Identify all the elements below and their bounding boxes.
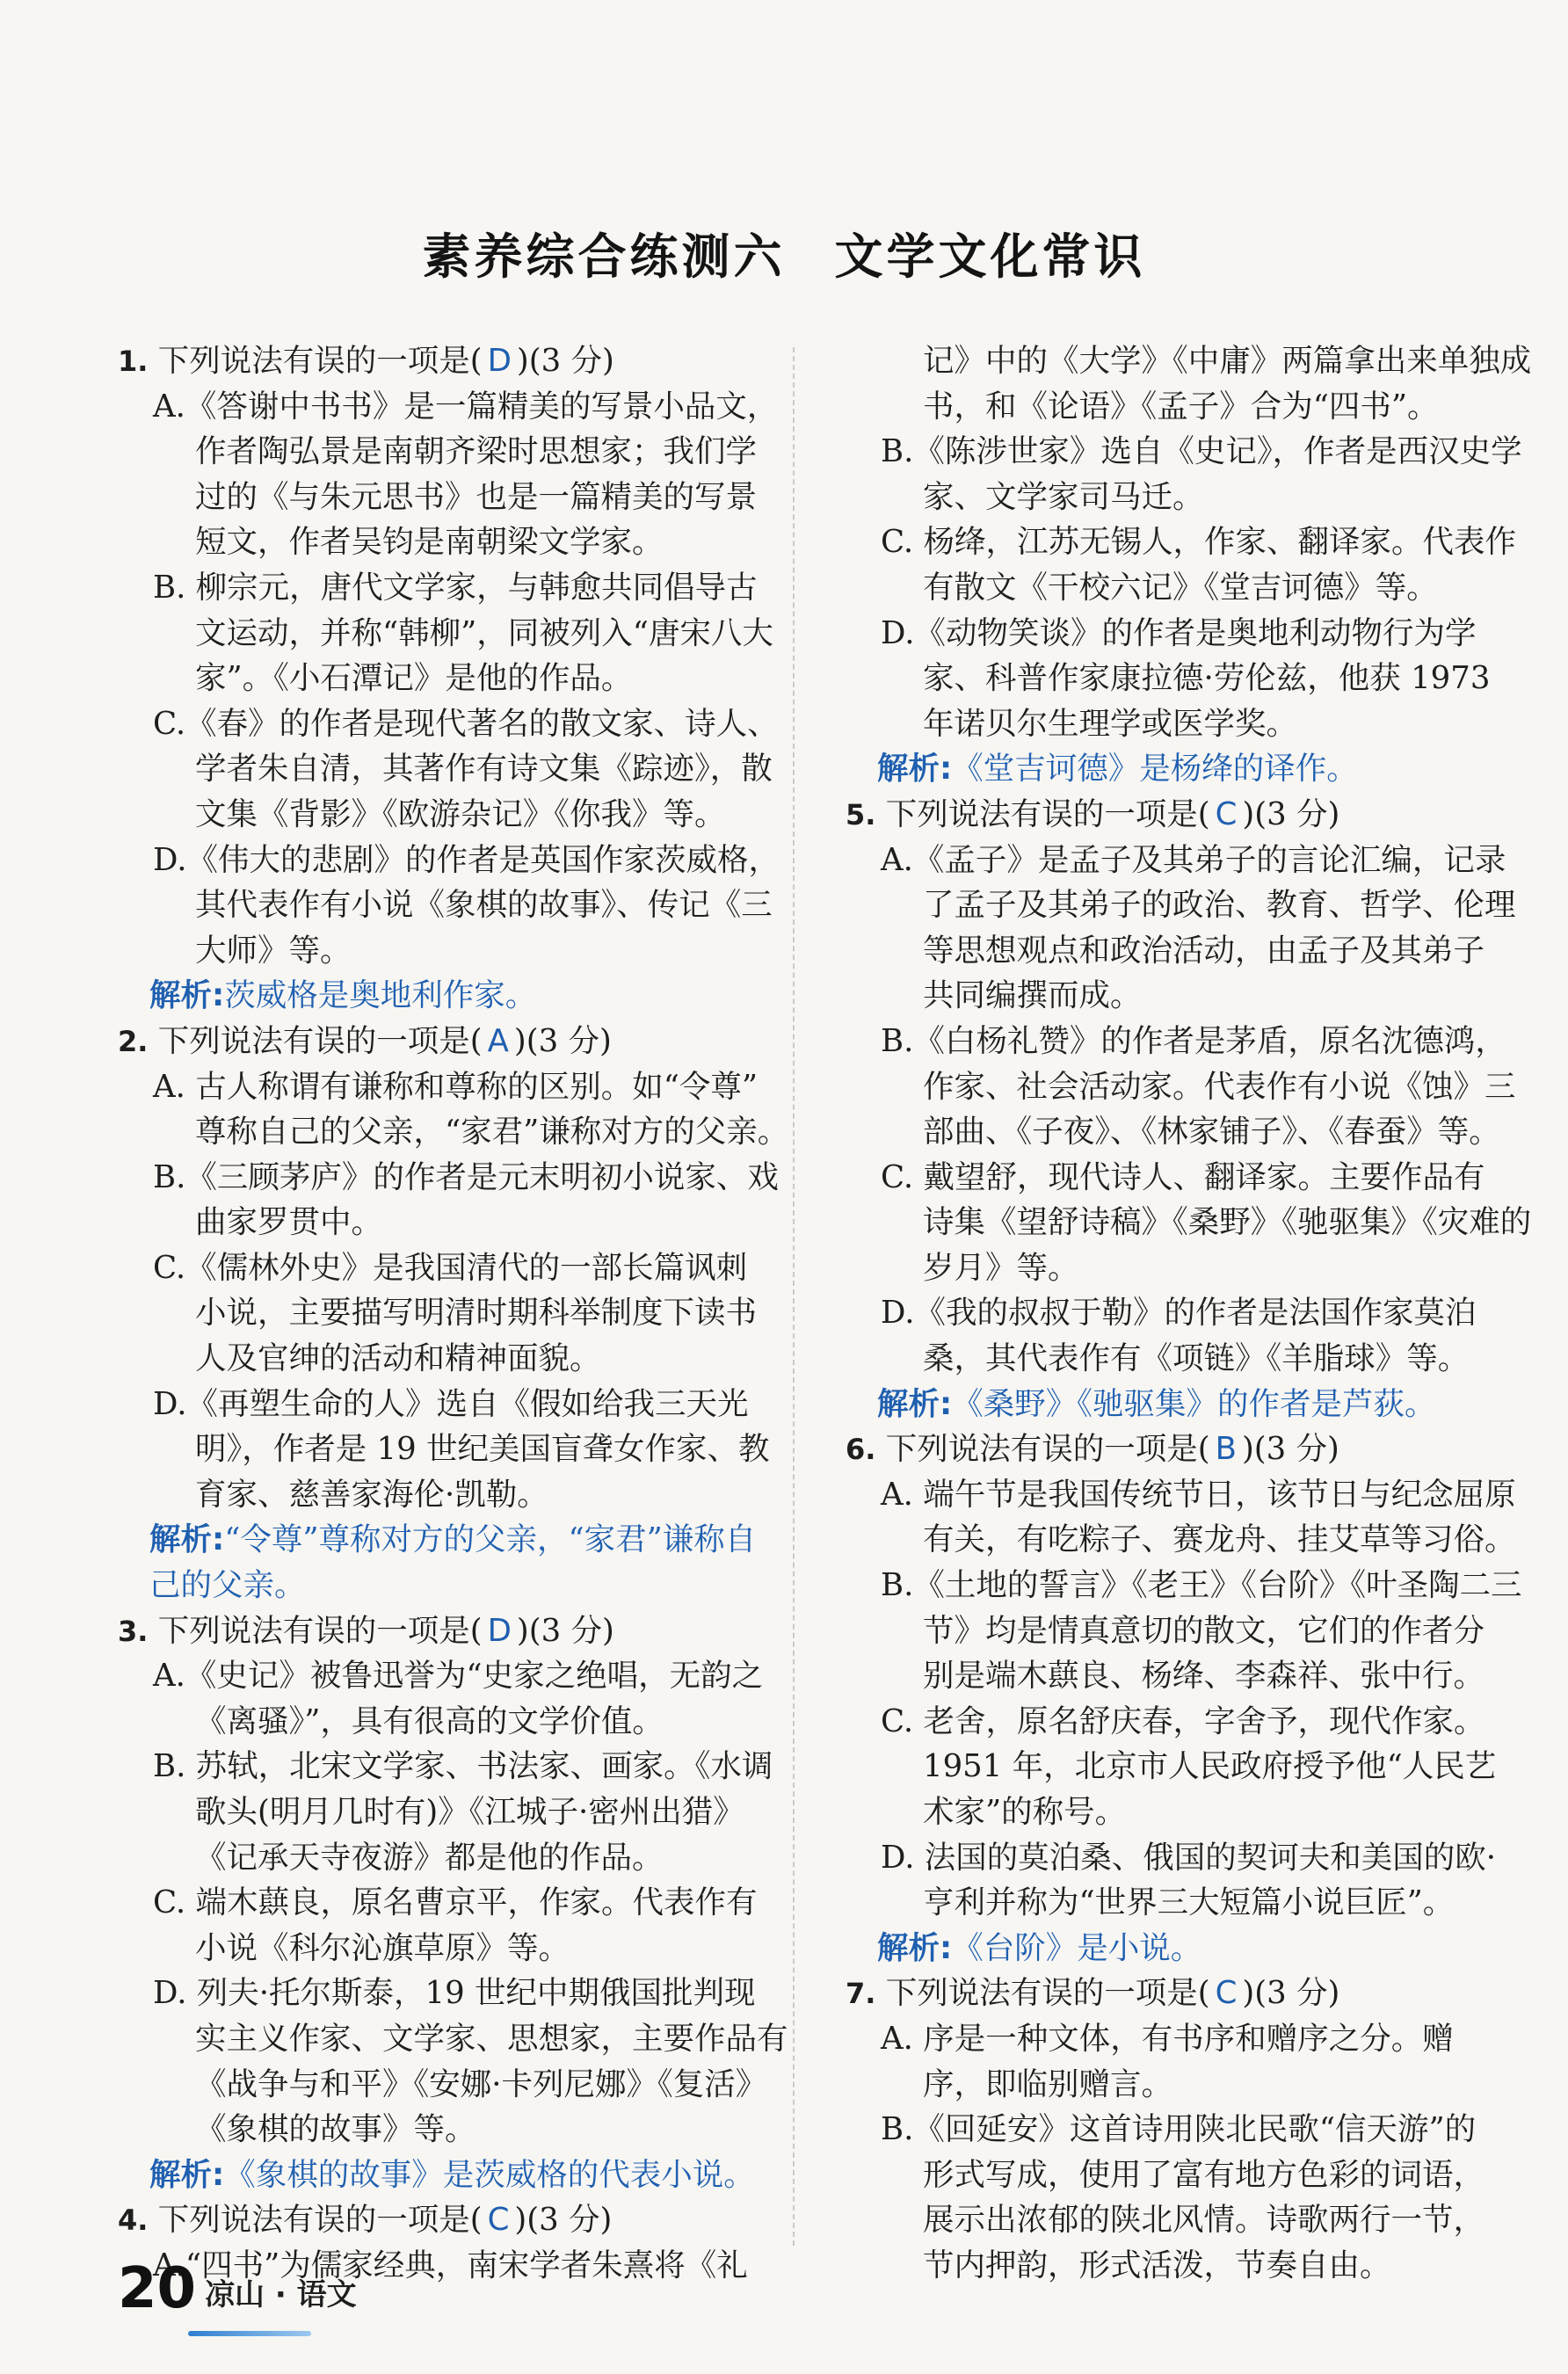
option-continued: 短文，作者吴钧是南朝梁文学家。 [195, 524, 664, 561]
option-continued: 小说，主要描写明清时期科举制度下读书 [195, 1295, 758, 1332]
option-line: A.“四书”为儒家经典，南宋学者朱熹将《礼 [153, 2247, 748, 2283]
option-continued: 小说《科尔沁旗草原》等。 [195, 1929, 570, 1966]
question-score: )(3 分) [514, 2202, 613, 2239]
option-continued: 书，和《论语》《孟子》合为“四书”。 [923, 388, 1439, 425]
question-stem [846, 1427, 1496, 1472]
option-continued: 育家、慈善家海伦·凯勒。 [195, 1476, 548, 1513]
question-text: 下列说法有误的一项是( [157, 2202, 483, 2239]
explanation [846, 1382, 1496, 1427]
option-continued: 过的《与朱元思书》也是一篇精美的写景 [195, 478, 758, 515]
explanation-text: 《堂吉诃德》是杨绛的译作。 [952, 751, 1358, 788]
question-number: 7. [846, 1977, 876, 2011]
explanation-text: “令尊”尊称对方的父亲，“家君”谦称自 [224, 1521, 757, 1558]
option-continued: 实主义作家、文学家、思想家，主要作品有 [195, 2020, 788, 2057]
option-continued: 亨利并称为“世界三大短篇小说巨匠”。 [923, 1884, 1455, 1921]
option-line: B.《三顾茅庐》的作者是元末明初小说家、戏 [153, 1158, 779, 1195]
question-text: 下列说法有误的一项是( [885, 1431, 1210, 1468]
option-continued: 学者朱自清，其著作有诗文集《踪迹》，散 [195, 751, 773, 788]
option-continued: 术家”的称号。 [923, 1794, 1127, 1830]
question-number: 4. [118, 2203, 149, 2238]
option-continued: 别是端木蕻良、杨绛、李森祥、张中行。 [923, 1658, 1485, 1695]
option-line: A.《答谢中书书》是一篇精美的写景小品文， [153, 388, 779, 425]
option-line: D. 列夫·托尔斯泰，19 世纪中期俄国批判现 [153, 1975, 756, 2012]
option-continued: 有关，有吃粽子、赛龙舟、挂艾草等习俗。 [923, 1521, 1516, 1558]
option-line: C.《春》的作者是现代著名的散文家、诗人、 [153, 705, 779, 742]
option-continued: 共同编撰而成。 [923, 977, 1142, 1014]
question-number: 6. [846, 1433, 876, 1467]
explanation [118, 1517, 768, 1563]
answer-letter: A [487, 1022, 509, 1059]
explanation-text: 茨威格是奥地利作家。 [224, 977, 537, 1014]
option-line: B.《土地的誓言》《老王》《台阶》《叶圣陶二三 [881, 1567, 1522, 1604]
question-score: )(3 分) [516, 1612, 614, 1649]
explanation [118, 2153, 768, 2198]
option-line: D.《我的叔叔于勒》的作者是法国作家莫泊 [881, 1295, 1477, 1332]
option-continued: 《离骚》”，具有很高的文学价值。 [195, 1702, 664, 1739]
question-stem [846, 792, 1496, 838]
option-continued: 形式写成，使用了富有地方色彩的词语， [923, 2156, 1485, 2193]
question-score: )(3 分) [516, 343, 614, 379]
option-continued: 桑，其代表作有《项链》《羊脂球》等。 [923, 1340, 1470, 1377]
option-line: D.《动物笑谈》的作者是奥地利动物行为学 [881, 614, 1477, 651]
option-continued: 《象棋的故事》等。 [195, 2111, 476, 2148]
question-number: 1. [118, 345, 149, 378]
option-continued: 《战争与和平》《安娜·卡列尼娜》《复活》 [195, 2065, 767, 2102]
option-line: A. 端午节是我国传统节日，该节日与纪念屈原 [881, 1476, 1516, 1513]
question-stem [118, 2197, 768, 2243]
option-continued: 序，即临别赠言。 [923, 2065, 1173, 2102]
option-continued: 明》，作者是 19 世纪美国盲聋女作家、教 [195, 1431, 770, 1468]
option-continued: 诗集《望舒诗稿》《桑野》《驰驱集》《灾难的 [923, 1204, 1532, 1241]
answer-letter: C [487, 2202, 510, 2239]
question-score: )(3 分) [1242, 795, 1340, 832]
answer-letter: D [487, 343, 512, 379]
option-line: A.《史记》被鲁迅誉为“史家之绝唱，无韵之 [153, 1658, 764, 1695]
page-footer [118, 2256, 357, 2321]
explanation-label: 解析: [149, 2156, 225, 2193]
question-score: )(3 分) [1241, 1431, 1339, 1468]
option-continued: 岁月》等。 [923, 1249, 1079, 1286]
option-continued: 文运动，并称“韩柳”，同被列入“唐宋八大 [195, 614, 773, 651]
question-stem [118, 1608, 768, 1654]
option-continued: 展示出浓郁的陕北风情。诗歌两行一节， [923, 2202, 1485, 2239]
option-continued: 人及官绅的活动和精神面貌。 [195, 1340, 601, 1377]
question-text: 下列说法有误的一项是( [157, 1022, 483, 1059]
answer-letter: D [487, 1612, 512, 1649]
title-part-2: 文学文化常识 [834, 229, 1146, 285]
option-line: C. 端木蕻良，原名曹京平，作家。代表作有 [153, 1884, 758, 1921]
option-continued: 家、科普作家康拉德·劳伦兹，他获 1973 [923, 660, 1491, 697]
option-continued: 有散文《干校六记》《堂吉诃德》等。 [923, 569, 1438, 606]
question-number: 3. [118, 1614, 149, 1648]
right-column [846, 338, 1532, 2289]
question-score: )(3 分) [1242, 1975, 1340, 2012]
footer-label: 凉山 · 语文 [205, 2277, 357, 2312]
question-text: 下列说法有误的一项是( [157, 343, 483, 379]
option-continued: 作者陶弘景是南朝齐梁时思想家；我们学 [195, 433, 758, 470]
left-column [118, 338, 789, 2289]
explanation-text: 《象棋的故事》是茨威格的代表小说。 [224, 2156, 755, 2193]
question-stem [118, 1019, 768, 1064]
option-continued: 节》均是情真意切的散文，它们的作者分 [923, 1612, 1485, 1649]
title-part-1: 素养综合练测六 [422, 229, 786, 285]
explanation-label: 解析: [149, 1521, 225, 1558]
explanation-label: 解析: [877, 751, 953, 788]
explanation-label: 解析: [877, 1929, 953, 1966]
footer-accent-bar [188, 2331, 311, 2336]
option-line: D. 法国的莫泊桑、俄国的契诃夫和美国的欧· [881, 1839, 1497, 1876]
option-line: C. 杨绛，江苏无锡人，作家、翻译家。代表作 [881, 524, 1516, 561]
option-line: C. 戴望舒，现代诗人、翻译家。主要作品有 [881, 1158, 1485, 1195]
option-continued: 大师》等。 [195, 932, 352, 969]
explanation-label: 解析: [877, 1385, 953, 1422]
option-continued: 文集《背影》《欧游杂记》《你我》等。 [195, 795, 726, 832]
option-line: B.《陈涉世家》选自《史记》，作者是西汉史学 [881, 433, 1522, 470]
option-continued: 歌头(明月几时有)》《江城子·密州出猎》 [195, 1794, 744, 1830]
option-continued: 作家、社会活动家。代表作有小说《蚀》三 [923, 1068, 1516, 1105]
explanation-text: 《台阶》是小说。 [952, 1929, 1202, 1966]
option-continued: 家”。《小石潭记》是他的作品。 [195, 660, 633, 697]
option-continued: 《记承天寺夜游》都是他的作品。 [195, 1839, 664, 1876]
explanation [846, 1926, 1496, 1971]
option-continued: 节内押韵，形式活泼，节奏自由。 [923, 2247, 1391, 2283]
option-line: B.《白杨礼赞》的作者是茅盾，原名沈德鸿， [881, 1022, 1506, 1059]
explanation-text: 《桑野》《驰驱集》的作者是芦荻。 [952, 1385, 1436, 1422]
question-score: )(3 分) [513, 1022, 612, 1059]
option-continued: 等思想观点和政治活动，由孟子及其弟子 [923, 932, 1485, 969]
explanation-continued: 己的父亲。 [149, 1567, 306, 1604]
explanation-label: 解析: [149, 977, 225, 1014]
option-line: C.《儒林外史》是我国清代的一部长篇讽刺 [153, 1249, 748, 1286]
option-line: B. 苏轼，北宋文学家、书法家、画家。《水调 [153, 1748, 773, 1785]
option-continued: 记》中的《大学》《中庸》两篇拿出来单独成 [923, 343, 1532, 379]
question-stem [846, 1971, 1496, 2016]
option-continued: 尊称自己的父亲，“家君”谦称对方的父亲。 [195, 1114, 789, 1151]
answer-letter: C [1215, 795, 1238, 832]
option-line: D.《伟大的悲剧》的作者是英国作家茨威格， [153, 841, 780, 878]
option-line: B. 柳宗元，唐代文学家，与韩愈共同倡导古 [153, 569, 758, 606]
option-continued: 年诺贝尔生理学或医学奖。 [923, 705, 1298, 742]
option-continued: 部曲、《子夜》、《林家铺子》、《春蚕》等。 [923, 1114, 1500, 1151]
question-text: 下列说法有误的一项是( [885, 1975, 1210, 2012]
option-continued: 1951 年，北京市人民政府授予他“人民艺 [923, 1748, 1497, 1785]
question-text: 下列说法有误的一项是( [157, 1612, 483, 1649]
option-line: D.《再塑生命的人》选自《假如给我三天光 [153, 1385, 749, 1422]
option-line: A. 古人称谓有谦称和尊称的区别。如“令尊” [153, 1068, 759, 1105]
option-line: C. 老舍，原名舒庆春，字舍予，现代作家。 [881, 1702, 1485, 1739]
question-number: 2. [118, 1024, 149, 1058]
page-title [0, 218, 1568, 287]
question-stem [118, 338, 768, 384]
question-text: 下列说法有误的一项是( [885, 795, 1210, 832]
page-number: 20 [118, 2256, 197, 2321]
option-continued: 家、文学家司马迁。 [923, 478, 1204, 515]
option-line: B.《回延安》这首诗用陕北民歌“信天游”的 [881, 2111, 1477, 2148]
column-divider [793, 347, 795, 2246]
option-line: A.《孟子》是孟子及其弟子的言论汇编，记录 [881, 841, 1506, 878]
option-line: A. 序是一种文体，有书序和赠序之分。赠 [881, 2020, 1454, 2057]
explanation [118, 973, 768, 1019]
answer-letter: B [1215, 1431, 1237, 1468]
option-continued: 曲家罗贯中。 [195, 1204, 383, 1241]
explanation [846, 746, 1496, 792]
option-continued: 其代表作有小说《象棋的故事》、传记《三 [195, 887, 773, 924]
question-number: 5. [846, 797, 876, 831]
option-continued: 了孟子及其弟子的政治、教育、哲学、伦理 [923, 887, 1516, 924]
answer-letter: C [1215, 1975, 1238, 2012]
